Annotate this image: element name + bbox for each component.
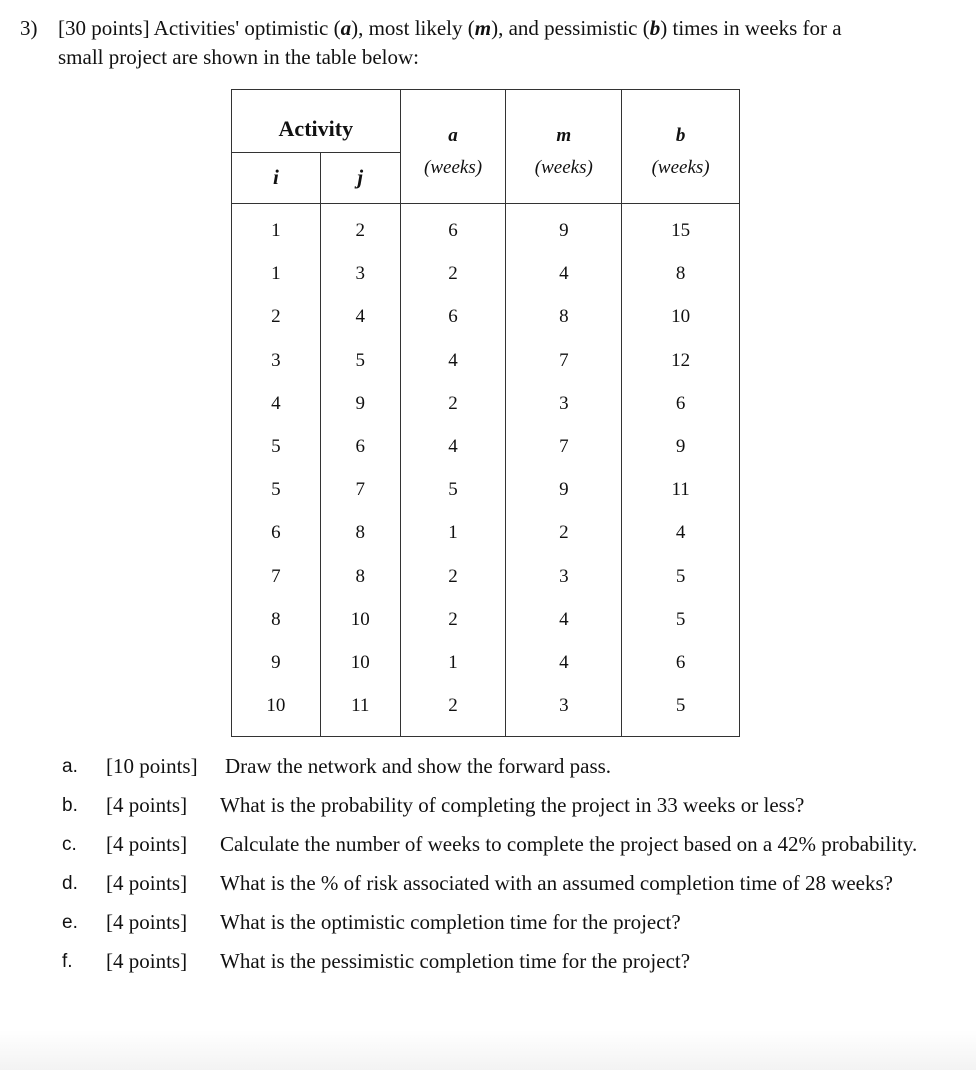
m-unit: (weeks) — [506, 153, 622, 204]
problem-text-part: ), most likely ( — [351, 16, 475, 40]
cell-i: 8 — [232, 598, 321, 641]
b-header: b — [622, 90, 740, 153]
question-letter: a. — [62, 756, 78, 777]
cell-b: 10 — [622, 296, 740, 339]
question-item — [62, 753, 942, 780]
page-bottom-band — [0, 1030, 976, 1070]
cell-i: 1 — [232, 253, 321, 296]
cell-i: 7 — [232, 555, 321, 598]
question-text: Calculate the number of weeks to complete the project based on a 42% probability. — [220, 832, 918, 856]
cell-b: 6 — [622, 641, 740, 684]
cell-m: 4 — [506, 598, 622, 641]
cell-a: 6 — [400, 296, 506, 339]
cell-m: 2 — [506, 512, 622, 555]
cell-b: 9 — [622, 425, 740, 468]
cell-m: 7 — [506, 425, 622, 468]
cell-m: 9 — [506, 469, 622, 512]
question-text: What is the % of risk associated with an assumed completion time of 28 weeks? — [220, 871, 893, 895]
a-header: a — [400, 90, 506, 153]
symbol-m: m — [474, 16, 492, 40]
cell-j: 5 — [320, 339, 400, 382]
problem-number: 3) — [20, 16, 38, 40]
symbol-a: a — [340, 16, 352, 40]
cell-m: 3 — [506, 685, 622, 737]
question-points: [4 points] — [106, 871, 188, 895]
table-row — [232, 598, 740, 641]
cell-a: 2 — [400, 382, 506, 425]
a-unit: (weeks) — [400, 153, 506, 204]
question-item — [62, 870, 942, 897]
cell-j: 4 — [320, 296, 400, 339]
cell-a: 2 — [400, 598, 506, 641]
cell-b: 6 — [622, 382, 740, 425]
question-item — [62, 831, 942, 858]
question-list — [62, 753, 942, 987]
question-text: Draw the network and show the forward pass. — [225, 754, 612, 778]
problem-text-part: ) times in weeks for a — [660, 16, 842, 40]
cell-i: 9 — [232, 641, 321, 684]
question-letter: d. — [62, 873, 78, 894]
cell-j: 9 — [320, 382, 400, 425]
symbol-b: b — [649, 16, 661, 40]
cell-b: 11 — [622, 469, 740, 512]
cell-j: 3 — [320, 253, 400, 296]
cell-j: 2 — [320, 203, 400, 253]
cell-a: 5 — [400, 469, 506, 512]
m-header: m — [506, 90, 622, 153]
activity-header: Activity — [232, 90, 401, 153]
question-points: [4 points] — [106, 793, 188, 817]
cell-m: 4 — [506, 253, 622, 296]
cell-j: 8 — [320, 512, 400, 555]
question-points: [4 points] — [106, 910, 188, 934]
table-row — [232, 382, 740, 425]
cell-a: 4 — [400, 339, 506, 382]
cell-j: 7 — [320, 469, 400, 512]
cell-j: 6 — [320, 425, 400, 468]
table-row — [232, 469, 740, 512]
problem-statement — [20, 14, 960, 72]
cell-b: 8 — [622, 253, 740, 296]
cell-b: 5 — [622, 598, 740, 641]
problem-text-part: Activities' optimistic ( — [153, 16, 341, 40]
table-row — [232, 253, 740, 296]
cell-m: 3 — [506, 382, 622, 425]
cell-i: 1 — [232, 203, 321, 253]
cell-b: 5 — [622, 685, 740, 737]
cell-a: 2 — [400, 253, 506, 296]
cell-i: 3 — [232, 339, 321, 382]
question-text: What is the probability of completing the project in 33 weeks or less? — [220, 793, 805, 817]
cell-i: 5 — [232, 469, 321, 512]
i-header: i — [232, 153, 321, 204]
activity-times-table — [231, 89, 740, 737]
cell-a: 4 — [400, 425, 506, 468]
question-letter: b. — [62, 795, 78, 816]
cell-a: 6 — [400, 203, 506, 253]
cell-a: 1 — [400, 641, 506, 684]
table-row — [232, 425, 740, 468]
cell-j: 10 — [320, 598, 400, 641]
cell-m: 3 — [506, 555, 622, 598]
cell-i: 5 — [232, 425, 321, 468]
question-letter: c. — [62, 834, 77, 855]
cell-m: 7 — [506, 339, 622, 382]
cell-b: 12 — [622, 339, 740, 382]
cell-j: 10 — [320, 641, 400, 684]
cell-j: 11 — [320, 685, 400, 737]
table-row — [232, 296, 740, 339]
question-points: [4 points] — [106, 832, 188, 856]
problem-line-1 — [20, 14, 960, 43]
problem-text-part: ), and pessimistic ( — [491, 16, 650, 40]
cell-i: 4 — [232, 382, 321, 425]
question-letter: e. — [62, 912, 78, 933]
question-item — [62, 909, 942, 936]
problem-line-2: small project are shown in the table below: — [58, 45, 419, 69]
cell-m: 9 — [506, 203, 622, 253]
cell-m: 8 — [506, 296, 622, 339]
cell-b: 4 — [622, 512, 740, 555]
b-unit: (weeks) — [622, 153, 740, 204]
table-row — [232, 641, 740, 684]
question-item — [62, 792, 942, 819]
cell-m: 4 — [506, 641, 622, 684]
question-text: What is the optimistic completion time for the project? — [220, 910, 681, 934]
problem-points: [30 points] — [58, 16, 150, 40]
question-points: [10 points] — [106, 754, 198, 778]
cell-a: 2 — [400, 685, 506, 737]
question-text: What is the pessimistic completion time for the project? — [220, 949, 691, 973]
question-letter: f. — [62, 951, 73, 972]
cell-a: 2 — [400, 555, 506, 598]
cell-b: 15 — [622, 203, 740, 253]
table-row — [232, 339, 740, 382]
table-row — [232, 685, 740, 737]
table-row — [232, 555, 740, 598]
question-item — [62, 948, 942, 975]
question-points: [4 points] — [106, 949, 188, 973]
cell-j: 8 — [320, 555, 400, 598]
cell-i: 6 — [232, 512, 321, 555]
table-row — [232, 203, 740, 253]
cell-i: 2 — [232, 296, 321, 339]
cell-a: 1 — [400, 512, 506, 555]
cell-b: 5 — [622, 555, 740, 598]
cell-i: 10 — [232, 685, 321, 737]
j-header: j — [320, 153, 400, 204]
table-row — [232, 512, 740, 555]
